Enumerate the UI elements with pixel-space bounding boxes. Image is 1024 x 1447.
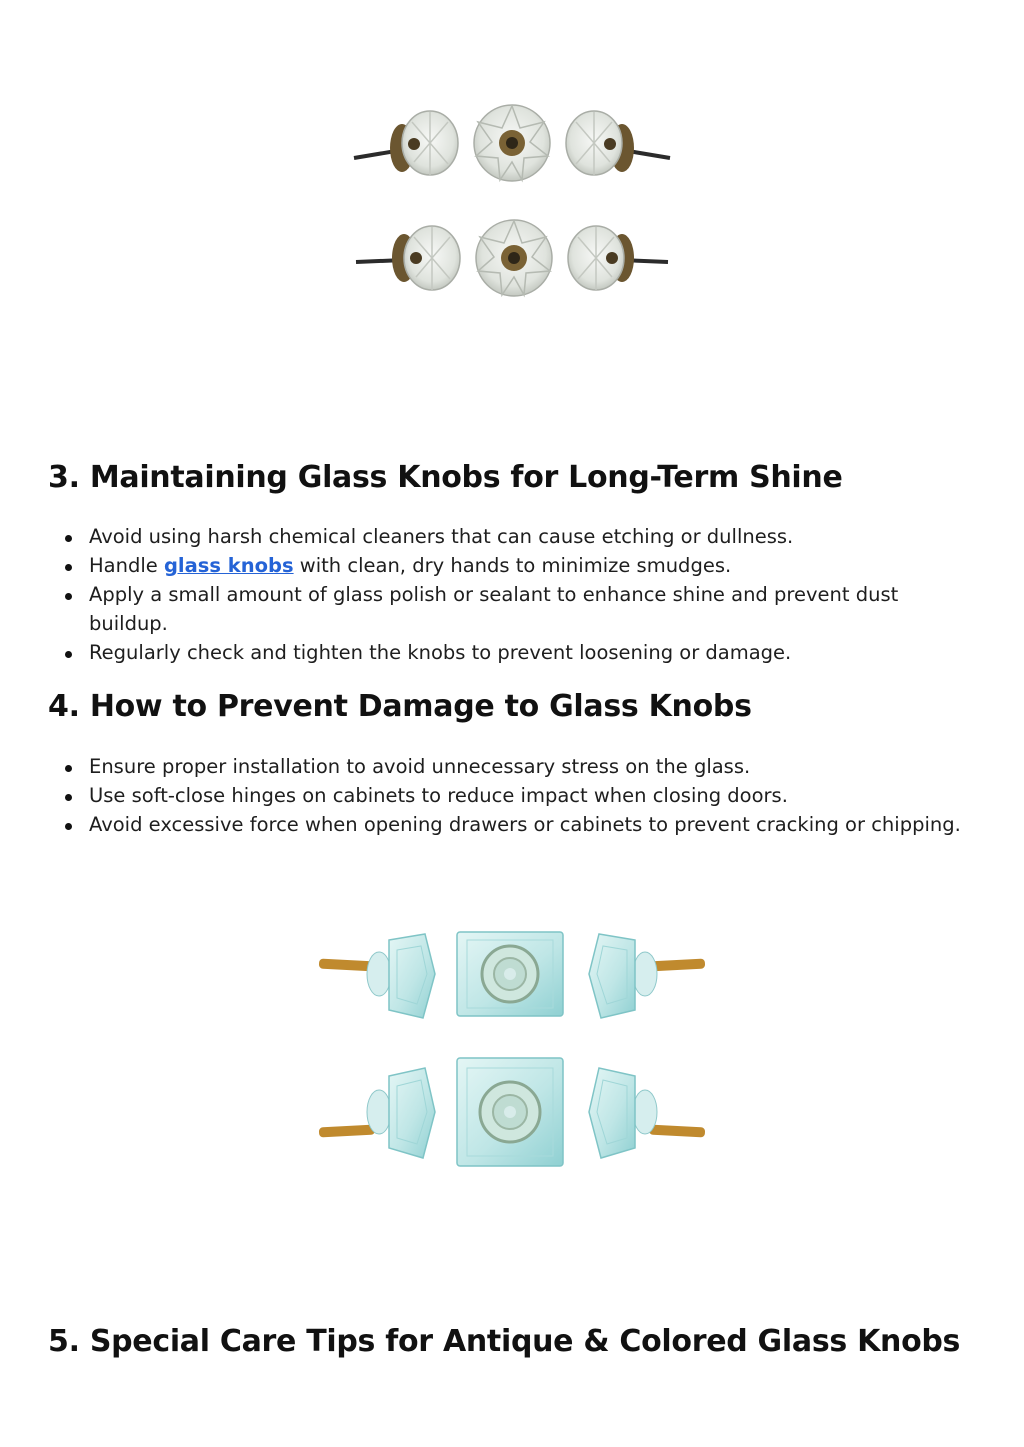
list-item: Regularly check and tighten the knobs to prevent loosening or damage. [48, 638, 978, 667]
clear-melon-glass-knobs-image [0, 92, 1024, 324]
list-item: Avoid excessive force when opening drawers or cabinets to prevent cracking or chipping. [48, 810, 978, 839]
aqua-square-glass-knobs-image [0, 926, 1024, 1172]
glass-knobs-link[interactable]: glass knobs [163, 554, 294, 577]
section-5-heading: 5. Special Care Tips for Antique & Colored Glass Knobs [48, 1324, 961, 1359]
aqua-square-glass-knobs-icon [317, 926, 707, 1172]
clear-melon-glass-knobs-icon [352, 92, 672, 324]
section-3-list [48, 522, 978, 667]
section-4-list [48, 752, 978, 839]
list-item: Ensure proper installation to avoid unnecessary stress on the glass. [48, 752, 978, 781]
list-item-text: Handle [89, 554, 164, 577]
list-item: Avoid using harsh chemical cleaners that can cause etching or dullness. [48, 522, 978, 551]
list-item: Apply a small amount of glass polish or sealant to enhance shine and prevent dust buildup. [48, 580, 978, 638]
section-4-heading: 4. How to Prevent Damage to Glass Knobs [48, 689, 752, 724]
section-3-heading: 3. Maintaining Glass Knobs for Long-Term Shine [48, 460, 843, 495]
list-item-text: with clean, dry hands to minimize smudges. [293, 554, 732, 577]
list-item: Use soft-close hinges on cabinets to reduce impact when closing doors. [48, 781, 978, 810]
list-item [48, 551, 978, 580]
